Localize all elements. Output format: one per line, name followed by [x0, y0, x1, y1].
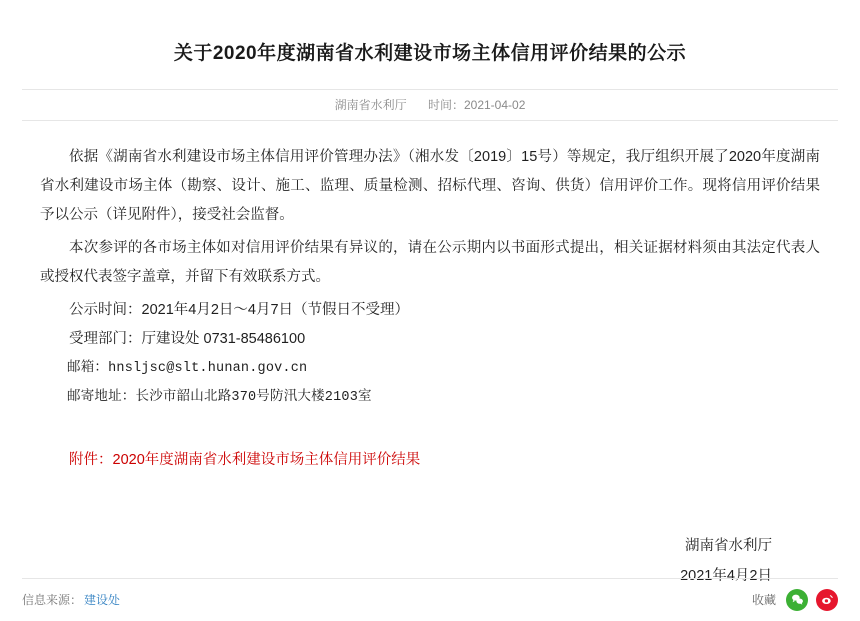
paragraph-1: 依据《湖南省水利建设市场主体信用评价管理办法》（湘水发〔2019〕15号）等规定，我厅组织开展了2020年度湖南省水利建设市场主体（勘察、设计、施工、监理、质量检测、招标代理、咨询、供货）信用评价工作。现将信用评价结果予以公示（详见附件），接受社会监督。	[40, 148, 820, 223]
footer-source-label: 信息来源：	[22, 593, 83, 608]
footer-source	[22, 591, 120, 608]
document-footer	[22, 578, 838, 621]
document-meta-bar	[22, 89, 838, 121]
document-page	[0, 13, 860, 621]
wechat-icon[interactable]	[786, 589, 808, 611]
paragraph-2: 本次参评的各市场主体如对信用评价结果有异议的，请在公示期内以书面形式提出，相关证据材料须由其法定代表人或授权代表签字盖章，并留下有效联系方式。	[40, 239, 820, 285]
share-bar	[752, 589, 838, 611]
signature-org: 湖南省水利厅	[685, 537, 772, 554]
weibo-icon[interactable]	[816, 589, 838, 611]
attachment-prefix: 附件：	[69, 451, 113, 468]
department-line: 受理部门：厅建设处 0731-85486100	[69, 330, 306, 347]
mail-address-line: 邮寄地址：长沙市韶山北路370号防汛大楼2103室	[67, 389, 372, 405]
page-title: 关于2020年度湖南省水利建设市场主体信用评价结果的公示	[173, 42, 687, 64]
favorite-button[interactable]: 收藏	[751, 593, 776, 608]
attachment-row	[40, 446, 820, 475]
signature-date: 2021年4月2日	[680, 567, 772, 584]
footer-source-link[interactable]: 建设处	[84, 593, 121, 608]
email-line: 邮箱：hnsljsc@slt.hunan.gov.cn	[67, 360, 308, 376]
notice-period-line: 公示时间：2021年4月2日～4月7日（节假日不受理）	[69, 301, 410, 318]
document-body	[0, 121, 860, 591]
attachment-link[interactable]: 2020年度湖南省水利建设市场主体信用评价结果	[112, 451, 421, 468]
document-source: 湖南省水利厅	[334, 97, 407, 112]
document-time: 时间：2021-04-02	[427, 97, 526, 112]
